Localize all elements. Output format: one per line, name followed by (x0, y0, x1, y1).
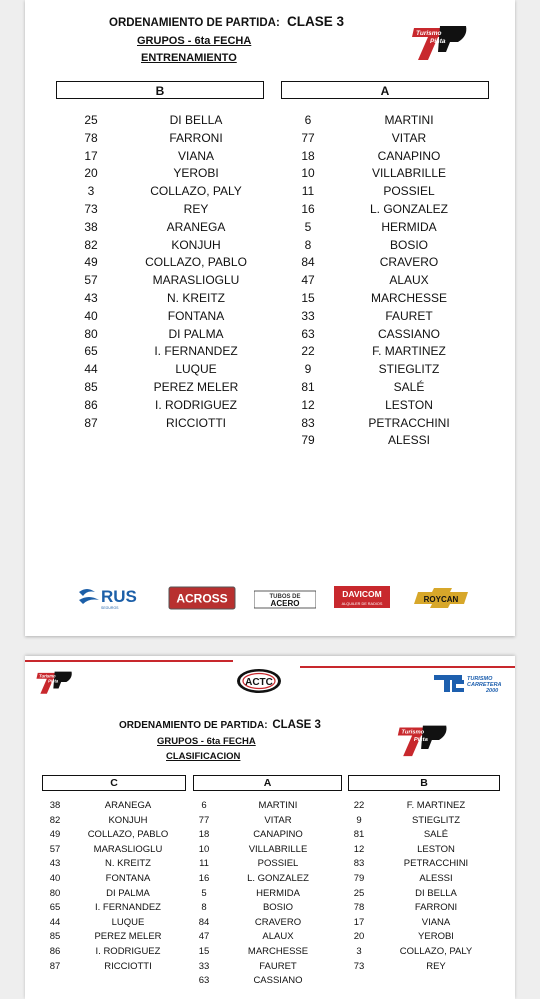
turismo-carretera-2000-logo (434, 673, 510, 693)
driver-row (193, 960, 342, 975)
driver-name: VITAR (264, 814, 292, 826)
driver-name: REY (426, 960, 446, 972)
driver-name: MARASLIOGLU (152, 273, 240, 288)
driver-name: SALÉ (423, 829, 449, 841)
svg-text:DAVICOM: DAVICOM (342, 589, 382, 599)
svg-text:ACROSS: ACROSS (176, 591, 228, 606)
svg-text:Turismo: Turismo (416, 30, 442, 37)
driver-row (56, 307, 264, 325)
driver-row (42, 814, 186, 829)
driver-name: COLLAZO, PALY (150, 184, 242, 199)
car-number: 78 (353, 902, 365, 914)
driver-row (193, 945, 342, 960)
driver-row (193, 887, 342, 902)
driver-row (281, 414, 489, 432)
title-class-2: CLASE 3 (272, 719, 321, 731)
driver-row (42, 828, 186, 843)
car-number: 63 (198, 975, 210, 987)
svg-text:ALQUILER DE RADIOS: ALQUILER DE RADIOS (341, 602, 383, 606)
driver-row (281, 218, 489, 236)
car-number: 87 (84, 415, 98, 430)
driver-name: PEREZ MELER (94, 931, 162, 943)
driver-name: REY (183, 202, 209, 216)
driver-row (348, 930, 500, 945)
driver-row (56, 200, 264, 218)
driver-name: N. KREITZ (166, 291, 225, 305)
driver-name: DI PALMA (106, 887, 150, 899)
svg-text:Pista: Pista (430, 38, 446, 45)
driver-name: ARANEGA (104, 800, 152, 811)
driver-name: BOSIO (389, 237, 428, 252)
driver-name: COLLAZO, PABLO (87, 829, 169, 841)
document-page-entrenamiento (25, 0, 515, 636)
title-prefix: ORDENAMIENTO DE PARTIDA: (109, 17, 280, 29)
car-number: 83 (353, 858, 365, 870)
driver-name: CRAVERO (379, 255, 439, 270)
car-number: 84 (198, 916, 210, 928)
driver-row (281, 360, 489, 378)
driver-name: DI BELLA (169, 113, 223, 127)
driver-name: PETRACCHINI (403, 858, 469, 870)
driver-row (193, 930, 342, 945)
car-number: 65 (49, 902, 61, 914)
driver-row (348, 945, 500, 960)
driver-row (281, 342, 489, 360)
driver-name: I. FERNANDEZ (154, 344, 238, 359)
driver-row (56, 325, 264, 343)
car-number: 17 (353, 916, 365, 928)
page-title (109, 14, 344, 29)
session-label-2: CLASIFICACION (166, 751, 241, 762)
driver-name: I. FERNANDEZ (95, 902, 161, 914)
car-number: 49 (84, 255, 98, 270)
svg-text:Pista: Pista (48, 678, 59, 684)
driver-row (42, 799, 186, 814)
driver-row (348, 887, 500, 902)
driver-name: YEROBI (173, 166, 219, 181)
car-number: 6 (304, 113, 312, 127)
driver-row (281, 307, 489, 325)
driver-row (281, 396, 489, 414)
tubos-de-acero-sponsor-logo (254, 588, 316, 610)
car-number: 63 (301, 326, 315, 341)
car-number: 43 (84, 291, 98, 305)
driver-name: FARRONI (169, 130, 223, 145)
driver-name: RICCIOTTI (104, 960, 152, 972)
driver-name: POSSIEL (257, 858, 299, 870)
car-number: 49 (49, 829, 61, 841)
driver-name: KONJUH (171, 237, 221, 252)
car-number: 18 (301, 148, 315, 163)
svg-text:Turismo: Turismo (401, 729, 425, 736)
driver-row (42, 945, 186, 960)
driver-row (348, 901, 500, 916)
svg-text:TUBOS DE: TUBOS DE (269, 594, 301, 600)
driver-name: CASSIANO (377, 326, 440, 341)
rus-sponsor-logo (77, 584, 153, 610)
driver-name: DI PALMA (168, 326, 224, 341)
driver-name: L. GONZALEZ (247, 873, 309, 884)
car-number: 3 (356, 946, 362, 957)
car-number: 47 (198, 931, 210, 943)
driver-name: RICCIOTTI (166, 415, 226, 430)
car-number: 3 (87, 184, 95, 199)
driver-name: HERMIDA (256, 887, 300, 899)
driver-name: LUQUE (111, 916, 145, 928)
driver-name: COLLAZO, PABLO (145, 255, 247, 270)
driver-row (56, 147, 264, 165)
svg-text:ROYCAN: ROYCAN (423, 595, 459, 604)
svg-text:ACTC: ACTC (245, 677, 273, 688)
car-number: 12 (353, 843, 365, 855)
session-label: ENTRENAMIENTO (141, 52, 237, 64)
turismo-pista-logo-2 (396, 722, 448, 758)
across-sponsor-logo (168, 586, 236, 610)
car-number: 6 (201, 800, 207, 811)
driver-row (281, 200, 489, 218)
driver-name: FAURET (385, 308, 433, 323)
driver-row (56, 378, 264, 396)
turismo-pista-logo-small (33, 669, 75, 695)
driver-row (281, 325, 489, 343)
driver-row (281, 111, 489, 129)
driver-name: CASSIANO (253, 975, 303, 987)
car-number: 77 (198, 814, 210, 826)
davicom-sponsor-logo (334, 586, 390, 608)
driver-name: MARTINI (258, 800, 298, 811)
driver-row (193, 828, 342, 843)
driver-row (348, 828, 500, 843)
driver-name: BOSIO (262, 902, 294, 914)
car-number: 33 (198, 960, 210, 972)
driver-name: CANAPINO (377, 148, 441, 163)
group-a-header: A (281, 81, 489, 99)
car-number: 79 (353, 873, 365, 884)
car-number: 20 (353, 931, 365, 943)
car-number: 5 (201, 887, 207, 899)
driver-row (56, 289, 264, 307)
svg-text:CARRETERA: CARRETERA (467, 682, 502, 688)
document-page-clasificacion (25, 656, 515, 999)
driver-row (56, 414, 264, 432)
car-number: 25 (353, 887, 365, 899)
car-number: 73 (353, 960, 365, 972)
car-number: 78 (84, 130, 98, 145)
car-number: 44 (84, 362, 98, 377)
car-number: 17 (84, 148, 98, 163)
car-number: 22 (301, 344, 315, 359)
car-number: 86 (49, 946, 61, 957)
driver-row (281, 253, 489, 271)
driver-name: F. MARTINEZ (372, 344, 446, 359)
driver-row (193, 799, 342, 814)
car-number: 18 (198, 829, 210, 841)
group-b-header: B (56, 81, 264, 99)
car-number: 10 (198, 843, 210, 855)
car-number: 81 (301, 380, 315, 394)
car-number: 22 (353, 800, 365, 811)
driver-name: LESTON (385, 397, 433, 412)
driver-name: ARANEGA (166, 219, 226, 234)
driver-row (56, 164, 264, 182)
car-number: 15 (301, 291, 315, 305)
subtitle-fecha-2: GRUPOS - 6ta FECHA (157, 736, 256, 747)
svg-text:ACERO: ACERO (270, 599, 300, 608)
driver-name: PEREZ MELER (153, 380, 239, 394)
car-number: 82 (49, 814, 61, 826)
car-number: 33 (301, 308, 315, 323)
car-number: 85 (84, 380, 98, 394)
driver-name: VITAR (391, 130, 427, 145)
driver-row (281, 147, 489, 165)
car-number: 85 (49, 931, 61, 943)
car-number: 83 (301, 415, 315, 430)
driver-row (281, 378, 489, 396)
driver-row (193, 872, 342, 887)
driver-name: STIEGLITZ (378, 362, 440, 377)
driver-row (56, 129, 264, 147)
driver-row (348, 857, 500, 872)
driver-row (42, 901, 186, 916)
car-number: 9 (356, 814, 362, 826)
driver-row (42, 916, 186, 931)
driver-row (193, 901, 342, 916)
car-number: 57 (84, 273, 98, 288)
driver-row (281, 289, 489, 307)
driver-name: FAURET (259, 960, 297, 972)
car-number: 86 (84, 397, 98, 412)
svg-text:RUS: RUS (101, 587, 137, 606)
car-number: 5 (304, 219, 312, 234)
driver-name: VILLABRILLE (371, 166, 447, 181)
svg-text:2000: 2000 (486, 688, 499, 693)
driver-name: MARTINI (384, 113, 434, 127)
car-number: 87 (49, 960, 61, 972)
driver-row (42, 887, 186, 902)
driver-name: FONTANA (105, 873, 151, 884)
driver-name: DI BELLA (415, 887, 457, 899)
driver-name: SALÉ (393, 380, 425, 394)
driver-row (56, 342, 264, 360)
driver-row (348, 916, 500, 931)
driver-row (281, 164, 489, 182)
driver-row (348, 814, 500, 829)
driver-name: CANAPINO (253, 829, 303, 841)
driver-row (42, 843, 186, 858)
driver-name: VIANA (177, 148, 214, 163)
driver-name: ALAUX (262, 931, 294, 943)
driver-row (193, 857, 342, 872)
car-number: 11 (199, 858, 209, 870)
driver-name: PETRACCHINI (368, 415, 450, 430)
driver-name: STIEGLITZ (411, 814, 461, 826)
driver-name: COLLAZO, PALY (399, 946, 473, 957)
car-number: 8 (304, 237, 312, 252)
car-number: 77 (301, 130, 315, 145)
car-number: 16 (301, 202, 315, 216)
car-number: 15 (198, 946, 210, 957)
driver-row (281, 236, 489, 254)
driver-name: MARCHESSE (370, 291, 447, 305)
roycan-sponsor-logo (410, 588, 476, 608)
driver-row (42, 960, 186, 975)
title-class: CLASE 3 (287, 14, 345, 29)
driver-row (348, 843, 500, 858)
svg-text:Pista: Pista (413, 736, 428, 743)
car-number: 65 (84, 344, 98, 359)
driver-row (348, 872, 500, 887)
driver-row (281, 129, 489, 147)
driver-row (193, 916, 342, 931)
driver-name: N. KREITZ (105, 858, 151, 870)
driver-row (56, 360, 264, 378)
driver-row (56, 236, 264, 254)
header-red-line-right (300, 666, 515, 668)
driver-row (348, 799, 500, 814)
car-number: 10 (301, 166, 315, 181)
driver-row (281, 431, 489, 449)
driver-name: I. RODRIGUEZ (95, 946, 161, 957)
car-number: 81 (353, 829, 365, 841)
subtitle-fecha: GRUPOS - 6ta FECHA (137, 35, 252, 47)
car-number: 73 (84, 202, 98, 216)
title-prefix-2: ORDENAMIENTO DE PARTIDA: (119, 720, 268, 731)
car-number: 20 (84, 166, 98, 181)
car-number: 16 (198, 873, 210, 884)
group-c-header: C (42, 775, 186, 791)
driver-row (193, 814, 342, 829)
driver-row (42, 857, 186, 872)
driver-name: ALAUX (389, 273, 429, 288)
driver-row (42, 930, 186, 945)
driver-name: VIANA (421, 916, 451, 928)
svg-text:Turismo: Turismo (39, 673, 56, 679)
driver-row (56, 253, 264, 271)
driver-name: F. MARTINEZ (406, 800, 466, 811)
car-number: 11 (301, 184, 315, 199)
driver-name: YEROBI (418, 931, 454, 943)
driver-row (56, 218, 264, 236)
svg-text:SEGUROS: SEGUROS (101, 606, 119, 610)
car-number: 12 (301, 397, 315, 412)
driver-name: HERMIDA (381, 219, 437, 234)
driver-row (281, 271, 489, 289)
car-number: 38 (84, 219, 98, 234)
car-number: 43 (49, 858, 61, 870)
driver-name: CRAVERO (254, 916, 302, 928)
driver-name: LUQUE (175, 362, 217, 377)
driver-name: VILLABRILLE (248, 843, 308, 855)
driver-name: L. GONZALEZ (369, 202, 449, 216)
car-number: 40 (49, 873, 61, 884)
driver-name: KONJUH (108, 814, 148, 826)
driver-row (281, 182, 489, 200)
driver-name: I. RODRIGUEZ (154, 397, 237, 412)
group-a-header-2: A (193, 775, 342, 791)
driver-row (56, 182, 264, 200)
turismo-pista-logo (410, 22, 468, 62)
group-b-header-2: B (348, 775, 500, 791)
header-red-line-left (25, 660, 233, 662)
car-number: 9 (304, 362, 312, 377)
driver-row (56, 396, 264, 414)
car-number: 80 (84, 326, 98, 341)
car-number: 8 (201, 902, 207, 914)
car-number: 47 (301, 273, 315, 288)
driver-name: POSSIEL (383, 184, 435, 199)
driver-row (56, 111, 264, 129)
car-number: 80 (49, 887, 61, 899)
car-number: 40 (84, 308, 98, 323)
driver-name: LESTON (417, 843, 455, 855)
driver-name: MARCHESSE (247, 946, 309, 957)
actc-logo (236, 668, 282, 694)
car-number: 38 (49, 800, 61, 811)
car-number: 84 (301, 255, 315, 270)
driver-row (42, 872, 186, 887)
driver-name: ALESSI (387, 433, 431, 448)
car-number: 82 (84, 237, 98, 252)
driver-row (193, 843, 342, 858)
driver-name: ALESSI (419, 873, 453, 884)
svg-text:TURISMO: TURISMO (467, 676, 493, 682)
driver-name: FONTANA (167, 308, 225, 323)
car-number: 44 (49, 916, 61, 928)
driver-row (193, 974, 342, 989)
driver-name: FARRONI (414, 902, 458, 914)
driver-name: MARASLIOGLU (93, 843, 163, 855)
car-number: 25 (84, 113, 98, 127)
car-number: 79 (301, 433, 315, 448)
driver-row (348, 960, 500, 975)
page-title-2 (119, 719, 321, 731)
car-number: 57 (49, 843, 61, 855)
driver-row (56, 271, 264, 289)
